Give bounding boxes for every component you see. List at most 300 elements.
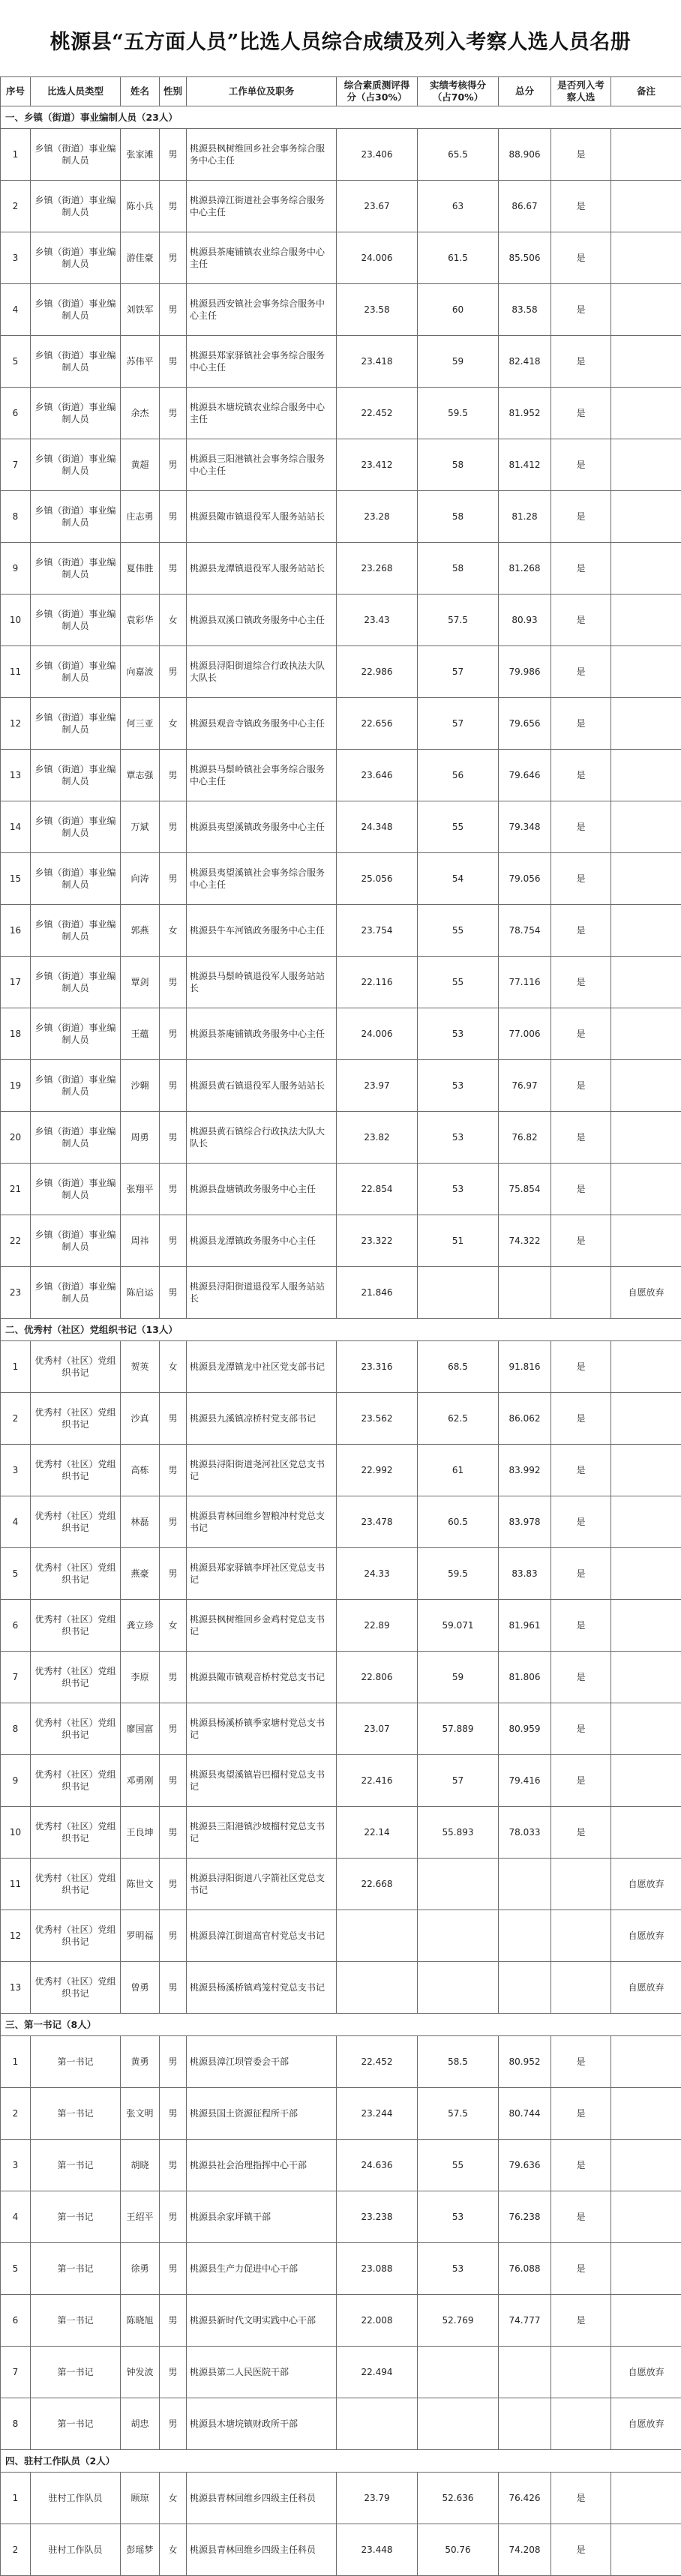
cell-performance-score: 58 [418,543,499,595]
cell-employer: 桃源县夷望溪镇社会事务综合服务中心主任 [187,853,337,905]
cell-category: 优秀村（社区）党组织书记 [31,1910,121,1962]
cell-inspected: 是 [551,957,611,1008]
cell-category: 乡镇（街道）事业编制人员 [31,853,121,905]
cell-name: 钟发波 [121,2347,160,2398]
document-title: 桃源县“五方面人员”比选人员综合成绩及列入考察人选人员名册 [0,3,681,76]
cell-remark [611,232,681,284]
cell-remark [611,1548,681,1600]
table-row [1,543,681,595]
cell-seq: 7 [1,2347,31,2398]
cell-quality-score: 24.636 [337,2140,418,2191]
cell-quality-score: 23.79 [337,2473,418,2524]
cell-performance-score [418,1859,499,1910]
cell-remark [611,1652,681,1703]
cell-remark [611,905,681,957]
cell-name: 覃剑 [121,957,160,1008]
cell-category: 优秀村（社区）党组织书记 [31,1393,121,1445]
cell-gender: 女 [160,905,187,957]
cell-gender: 男 [160,2295,187,2347]
cell-quality-score: 22.992 [337,1445,418,1496]
cell-gender: 男 [160,1112,187,1164]
cell-employer: 桃源县茶庵铺镇农业综合服务中心主任 [187,232,337,284]
cell-performance-score: 55 [418,905,499,957]
cell-name: 徐勇 [121,2243,160,2295]
cell-category: 乡镇（街道）事业编制人员 [31,698,121,750]
cell-total [499,1859,551,1910]
cell-seq: 5 [1,2243,31,2295]
cell-gender: 男 [160,2398,187,2450]
cell-quality-score: 23.478 [337,1496,418,1548]
cell-employer: 桃源县郑家驿镇李坪社区党总支书记 [187,1548,337,1600]
table-row [1,1060,681,1112]
cell-gender: 男 [160,2088,187,2140]
cell-gender: 男 [160,1008,187,1060]
cell-total: 76.82 [499,1112,551,1164]
table-row [1,2036,681,2088]
cell-performance-score: 55 [418,2140,499,2191]
cell-name: 游佳豪 [121,232,160,284]
cell-employer: 桃源县九溪镇凉桥村党支部书记 [187,1393,337,1445]
cell-name: 曾勇 [121,1962,160,2014]
cell-inspected: 是 [551,2473,611,2524]
cell-performance-score: 57 [418,646,499,698]
cell-name: 李原 [121,1652,160,1703]
cell-name: 张文明 [121,2088,160,2140]
cell-total: 83.978 [499,1496,551,1548]
table-row [1,129,681,181]
cell-seq: 23 [1,1267,31,1319]
cell-performance-score: 60 [418,284,499,336]
cell-quality-score: 22.854 [337,1164,418,1215]
cell-performance-score: 57.5 [418,595,499,646]
cell-remark [611,698,681,750]
cell-performance-score: 57.5 [418,2088,499,2140]
cell-total: 79.986 [499,646,551,698]
cell-total: 79.646 [499,750,551,801]
cell-inspected: 是 [551,129,611,181]
cell-remark [611,750,681,801]
cell-seq: 7 [1,439,31,491]
cell-total: 80.959 [499,1703,551,1755]
cell-quality-score: 23.97 [337,1060,418,1112]
cell-gender: 男 [160,439,187,491]
cell-quality-score: 21.846 [337,1267,418,1319]
cell-category: 乡镇（街道）事业编制人员 [31,543,121,595]
cell-seq: 20 [1,1112,31,1164]
table-row [1,750,681,801]
cell-name: 贺英 [121,1341,160,1393]
table-row [1,491,681,543]
table-row [1,1755,681,1807]
cell-remark [611,853,681,905]
cell-performance-score: 60.5 [418,1496,499,1548]
cell-category: 乡镇（街道）事业编制人员 [31,1060,121,1112]
cell-quality-score: 23.646 [337,750,418,801]
cell-gender: 女 [160,698,187,750]
cell-gender: 男 [160,1215,187,1267]
cell-seq: 5 [1,1548,31,1600]
table-row [1,439,681,491]
cell-name: 廖国富 [121,1703,160,1755]
cell-inspected: 是 [551,336,611,388]
cell-inspected: 是 [551,1600,611,1652]
table-row [1,801,681,853]
cell-gender: 男 [160,232,187,284]
cell-employer: 桃源县浔阳街道综合行政执法大队大队长 [187,646,337,698]
cell-name: 何三亚 [121,698,160,750]
cell-inspected: 是 [551,698,611,750]
cell-total: 74.322 [499,1215,551,1267]
cell-inspected: 是 [551,2243,611,2295]
cell-performance-score: 65.5 [418,129,499,181]
cell-remark [611,1600,681,1652]
cell-name: 陈晓旭 [121,2295,160,2347]
cell-inspected: 是 [551,388,611,439]
cell-seq: 9 [1,1755,31,1807]
cell-employer: 桃源县夷望溪镇政务服务中心主任 [187,801,337,853]
cell-employer: 桃源县漳江街道社会事务综合服务中心主任 [187,181,337,232]
cell-inspected [551,2347,611,2398]
cell-name: 沙真 [121,1393,160,1445]
cell-performance-score: 51 [418,1215,499,1267]
cell-inspected: 是 [551,1008,611,1060]
cell-total: 76.238 [499,2191,551,2243]
cell-employer: 桃源县夷望溪镇岩巴榴村党总支书记 [187,1755,337,1807]
cell-remark [611,181,681,232]
table-row [1,388,681,439]
cell-inspected: 是 [551,2088,611,2140]
cell-category: 乡镇（街道）事业编制人员 [31,646,121,698]
cell-performance-score: 55 [418,801,499,853]
cell-performance-score: 52.636 [418,2473,499,2524]
cell-gender: 男 [160,491,187,543]
cell-gender: 男 [160,957,187,1008]
cell-gender: 女 [160,595,187,646]
cell-category: 优秀村（社区）党组织书记 [31,1859,121,1910]
cell-remark: 自愿放弃 [611,1910,681,1962]
cell-name: 黄勇 [121,2036,160,2088]
cell-performance-score: 58.5 [418,2036,499,2088]
cell-inspected [551,1910,611,1962]
cell-inspected: 是 [551,1060,611,1112]
cell-inspected: 是 [551,750,611,801]
cell-seq: 21 [1,1164,31,1215]
cell-quality-score [337,2398,418,2450]
cell-quality-score: 23.412 [337,439,418,491]
cell-total: 88.906 [499,129,551,181]
cell-category: 乡镇（街道）事业编制人员 [31,129,121,181]
cell-name: 夏伟胜 [121,543,160,595]
cell-performance-score: 59 [418,336,499,388]
cell-employer: 桃源县杨溪桥镇季家塘村党总支书记 [187,1703,337,1755]
cell-name: 郭燕 [121,905,160,957]
cell-name: 庄志勇 [121,491,160,543]
cell-seq: 9 [1,543,31,595]
table-row [1,1112,681,1164]
cell-performance-score: 53 [418,1008,499,1060]
cell-category: 乡镇（街道）事业编制人员 [31,388,121,439]
table-row [1,1652,681,1703]
cell-employer: 桃源县杨溪桥镇鸡笼村党总支书记 [187,1962,337,2014]
cell-category: 优秀村（社区）党组织书记 [31,1548,121,1600]
cell-quality-score: 22.494 [337,2347,418,2398]
cell-category: 第一书记 [31,2243,121,2295]
cell-seq: 4 [1,2191,31,2243]
cell-remark [611,1112,681,1164]
cell-inspected: 是 [551,2140,611,2191]
section-heading: 四、驻村工作队员（2人） [1,2450,681,2473]
cell-employer: 桃源县浔阳街道尧河社区党总支书记 [187,1445,337,1496]
cell-remark [611,801,681,853]
cell-employer: 桃源县三阳港镇社会事务综合服务中心主任 [187,439,337,491]
table-row [1,646,681,698]
cell-gender: 女 [160,1341,187,1393]
cell-seq: 22 [1,1215,31,1267]
cell-name: 覃志强 [121,750,160,801]
cell-inspected [551,2398,611,2450]
cell-remark [611,1445,681,1496]
cell-gender: 女 [160,2524,187,2576]
cell-total [499,2347,551,2398]
cell-category: 优秀村（社区）党组织书记 [31,1341,121,1393]
cell-employer: 桃源县牛车河镇政务服务中心主任 [187,905,337,957]
table-row [1,181,681,232]
cell-inspected: 是 [551,1341,611,1393]
cell-quality-score: 22.986 [337,646,418,698]
cell-quality-score [337,1962,418,2014]
cell-name: 胡忠 [121,2398,160,2450]
cell-employer: 桃源县三阳港镇沙坡榴村党总支书记 [187,1807,337,1859]
cell-category: 优秀村（社区）党组织书记 [31,1496,121,1548]
cell-total: 74.777 [499,2295,551,2347]
cell-total: 80.93 [499,595,551,646]
table-row [1,853,681,905]
cell-performance-score: 53 [418,2243,499,2295]
cell-employer: 桃源县枫树维回乡金鸡村党总支书记 [187,1600,337,1652]
cell-category: 乡镇（街道）事业编制人员 [31,957,121,1008]
cell-employer: 桃源县盘塘镇政务服务中心主任 [187,1164,337,1215]
cell-total: 81.961 [499,1600,551,1652]
cell-total: 86.67 [499,181,551,232]
cell-seq: 2 [1,1393,31,1445]
table-row [1,2524,681,2576]
cell-gender: 男 [160,1445,187,1496]
cell-seq: 4 [1,1496,31,1548]
cell-remark [611,1393,681,1445]
cell-employer: 桃源县漳江坝管委会干部 [187,2036,337,2088]
cell-quality-score: 24.006 [337,232,418,284]
cell-remark [611,129,681,181]
cell-name: 向嘉波 [121,646,160,698]
cell-category: 乡镇（街道）事业编制人员 [31,1215,121,1267]
cell-quality-score: 23.43 [337,595,418,646]
cell-inspected [551,1859,611,1910]
cell-performance-score: 61.5 [418,232,499,284]
cell-employer: 桃源县马鬃岭镇社会事务综合服务中心主任 [187,750,337,801]
cell-gender: 男 [160,853,187,905]
cell-name: 袁彩华 [121,595,160,646]
cell-category: 驻村工作队员 [31,2473,121,2524]
cell-category: 第一书记 [31,2398,121,2450]
cell-name: 陈小兵 [121,181,160,232]
table-row [1,2295,681,2347]
cell-remark [611,2036,681,2088]
cell-total: 79.636 [499,2140,551,2191]
cell-performance-score: 57 [418,1755,499,1807]
cell-category: 优秀村（社区）党组织书记 [31,1703,121,1755]
cell-performance-score: 59.071 [418,1600,499,1652]
cell-quality-score: 24.33 [337,1548,418,1600]
cell-performance-score: 61 [418,1445,499,1496]
cell-quality-score: 24.006 [337,1008,418,1060]
cell-gender: 男 [160,2191,187,2243]
cell-name: 邓勇刚 [121,1755,160,1807]
cell-quality-score: 23.82 [337,1112,418,1164]
cell-employer: 桃源县青林回维乡智粮冲村党总支书记 [187,1496,337,1548]
cell-name: 向涛 [121,853,160,905]
cell-seq: 2 [1,181,31,232]
cell-inspected: 是 [551,2524,611,2576]
cell-name: 余杰 [121,388,160,439]
table-row [1,2088,681,2140]
cell-total: 81.28 [499,491,551,543]
table-row [1,957,681,1008]
section-heading-row [1,2014,681,2036]
cell-total [499,2398,551,2450]
cell-seq: 10 [1,595,31,646]
table-row [1,2473,681,2524]
cell-remark: 自愿放弃 [611,1962,681,2014]
cell-employer: 桃源县青林回维乡四级主任科员 [187,2473,337,2524]
cell-gender: 男 [160,2140,187,2191]
cell-name: 龚立珍 [121,1600,160,1652]
table-row [1,1496,681,1548]
cell-seq: 1 [1,129,31,181]
cell-seq: 16 [1,905,31,957]
cell-employer: 桃源县余家坪镇干部 [187,2191,337,2243]
cell-name: 沙翱 [121,1060,160,1112]
cell-total: 79.656 [499,698,551,750]
cell-category: 乡镇（街道）事业编制人员 [31,1112,121,1164]
cell-name: 张翔平 [121,1164,160,1215]
cell-category: 乡镇（街道）事业编制人员 [31,491,121,543]
roster-header [1,77,681,106]
cell-quality-score: 23.406 [337,129,418,181]
cell-name: 黄超 [121,439,160,491]
cell-gender: 女 [160,1600,187,1652]
table-row [1,698,681,750]
cell-employer: 桃源县社会治理指挥中心干部 [187,2140,337,2191]
cell-seq: 4 [1,284,31,336]
section-heading: 一、乡镇（街道）事业编制人员（23人） [1,106,681,129]
table-row [1,336,681,388]
table-row [1,595,681,646]
cell-remark [611,2473,681,2524]
table-row [1,905,681,957]
cell-category: 优秀村（社区）党组织书记 [31,1652,121,1703]
cell-quality-score: 23.088 [337,2243,418,2295]
cell-gender: 男 [160,2347,187,2398]
cell-inspected: 是 [551,2036,611,2088]
cell-inspected: 是 [551,853,611,905]
cell-category: 乡镇（街道）事业编制人员 [31,1267,121,1319]
cell-employer: 桃源县浔阳街道退役军人服务站站长 [187,1267,337,1319]
cell-name: 刘铁军 [121,284,160,336]
cell-category: 乡镇（街道）事业编制人员 [31,181,121,232]
cell-seq: 3 [1,2140,31,2191]
cell-total: 76.426 [499,2473,551,2524]
cell-remark [611,2140,681,2191]
cell-employer: 桃源县国土资源征程所干部 [187,2088,337,2140]
cell-quality-score: 22.416 [337,1755,418,1807]
cell-name: 周祎 [121,1215,160,1267]
cell-performance-score: 58 [418,439,499,491]
cell-category: 乡镇（街道）事业编制人员 [31,1008,121,1060]
table-row [1,1807,681,1859]
cell-gender: 男 [160,284,187,336]
cell-employer: 桃源县漳江街道高官村党总支书记 [187,1910,337,1962]
cell-remark [611,284,681,336]
cell-name: 燕豪 [121,1548,160,1600]
cell-quality-score: 23.58 [337,284,418,336]
cell-name: 苏伟平 [121,336,160,388]
cell-quality-score: 23.244 [337,2088,418,2140]
cell-gender: 男 [160,1548,187,1600]
table-row [1,1859,681,1910]
cell-quality-score: 23.316 [337,1341,418,1393]
cell-total: 85.506 [499,232,551,284]
cell-inspected: 是 [551,181,611,232]
cell-employer: 桃源县龙潭镇政务服务中心主任 [187,1215,337,1267]
cell-seq: 1 [1,2036,31,2088]
cell-total: 81.952 [499,388,551,439]
cell-category: 优秀村（社区）党组织书记 [31,1962,121,2014]
cell-performance-score: 53 [418,2191,499,2243]
cell-category: 乡镇（街道）事业编制人员 [31,595,121,646]
cell-total: 77.116 [499,957,551,1008]
cell-seq: 8 [1,1703,31,1755]
cell-performance-score: 58 [418,491,499,543]
cell-employer: 桃源县陬市镇观音桥村党总支书记 [187,1652,337,1703]
cell-quality-score: 23.754 [337,905,418,957]
cell-name: 张家滩 [121,129,160,181]
cell-gender: 男 [160,2036,187,2088]
cell-employer: 桃源县马鬃岭镇退役军人服务站站长 [187,957,337,1008]
cell-seq: 8 [1,2398,31,2450]
table-row [1,1962,681,2014]
cell-employer: 桃源县枫树维回乡社会事务综合服务中心主任 [187,129,337,181]
cell-total: 83.992 [499,1445,551,1496]
cell-gender: 男 [160,1393,187,1445]
cell-total: 79.056 [499,853,551,905]
cell-inspected: 是 [551,1393,611,1445]
cell-remark [611,646,681,698]
cell-employer: 桃源县木塘垸镇农业综合服务中心主任 [187,388,337,439]
section-heading-row [1,2450,681,2473]
header-employer: 工作单位及职务 [187,77,337,106]
cell-employer: 桃源县茶庵铺镇政务服务中心主任 [187,1008,337,1060]
roster-body [1,106,681,2576]
cell-performance-score: 59.5 [418,1548,499,1600]
cell-inspected: 是 [551,232,611,284]
cell-seq: 2 [1,2524,31,2576]
cell-seq: 6 [1,2295,31,2347]
cell-inspected [551,1962,611,2014]
cell-quality-score: 22.008 [337,2295,418,2347]
cell-inspected: 是 [551,543,611,595]
cell-total: 81.806 [499,1652,551,1703]
header-name: 姓名 [121,77,160,106]
